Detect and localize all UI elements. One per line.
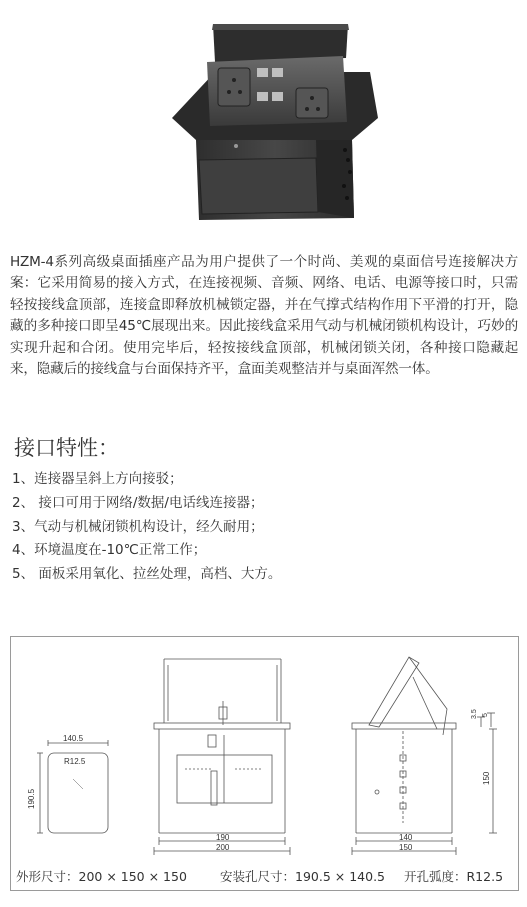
power-socket-icon bbox=[296, 88, 328, 118]
lid-dim-a-label: 3.5 bbox=[471, 709, 478, 719]
side-outer-width-label: 150 bbox=[399, 843, 413, 852]
technical-drawing bbox=[10, 636, 519, 891]
feature-item: 3、气动与机械闭锁机构设计，经久耐用； bbox=[12, 518, 264, 535]
feature-item: 5、 面板采用氧化、拉丝处理，高档、大方。 bbox=[12, 566, 282, 583]
product-photo bbox=[0, 0, 527, 248]
cutout-height-label: 190.5 bbox=[27, 788, 36, 809]
features-title: 接口特性： bbox=[14, 436, 119, 460]
side-inner-width-label: 140 bbox=[399, 833, 413, 842]
power-socket-icon bbox=[218, 68, 250, 106]
product-description: HZM-4系列高级桌面插座产品为用户提供了一个时尚、美观的桌面信号连接解决方案：它采用简易的接入方式，在连接视频、音频、网络、电话、电源等接口时，只需轻按接线盒顶部，连接盒即释放机械锁定器，并在气撑式结构作用下平滑的打开，隐藏的多种接口即呈45℃展现出来。因此接线盒采用气动与机械闭锁机构设计，巧妙的实现升起和合闭。使用完毕后，轻按接线盒顶部，机械闭锁关闭，各种接口隐藏起来，隐藏后的接线盒与台面保持齐平，盒面美观整洁并与桌面浑然一体。 bbox=[10, 254, 518, 378]
corner-radius-label: R12.5 bbox=[64, 757, 86, 766]
features-list bbox=[12, 468, 281, 587]
feature-item: 2、 接口可用于网络/数据/电话线连接器； bbox=[12, 494, 264, 511]
side-height-label: 150 bbox=[482, 771, 491, 785]
side-view bbox=[352, 657, 497, 855]
outer-size-text: 外形尺寸：200 × 150 × 150 bbox=[16, 869, 187, 884]
mount-size-text: 安装孔尺寸：190.5 × 140.5 bbox=[220, 869, 385, 884]
cutout-view bbox=[27, 734, 108, 833]
front-view bbox=[154, 659, 290, 855]
feature-item: 4、环境温度在-10℃正常工作； bbox=[12, 542, 207, 559]
front-inner-width-label: 190 bbox=[216, 833, 230, 842]
front-outer-width-label: 200 bbox=[216, 843, 230, 852]
arc-text: 开孔弧度：R12.5 bbox=[404, 869, 504, 884]
spec-row bbox=[10, 864, 517, 886]
feature-item: 1、连接器呈斜上方向接驳； bbox=[12, 471, 183, 487]
cutout-width-label: 140.5 bbox=[63, 734, 84, 743]
lid-dim-b-label: 5 bbox=[482, 713, 489, 717]
